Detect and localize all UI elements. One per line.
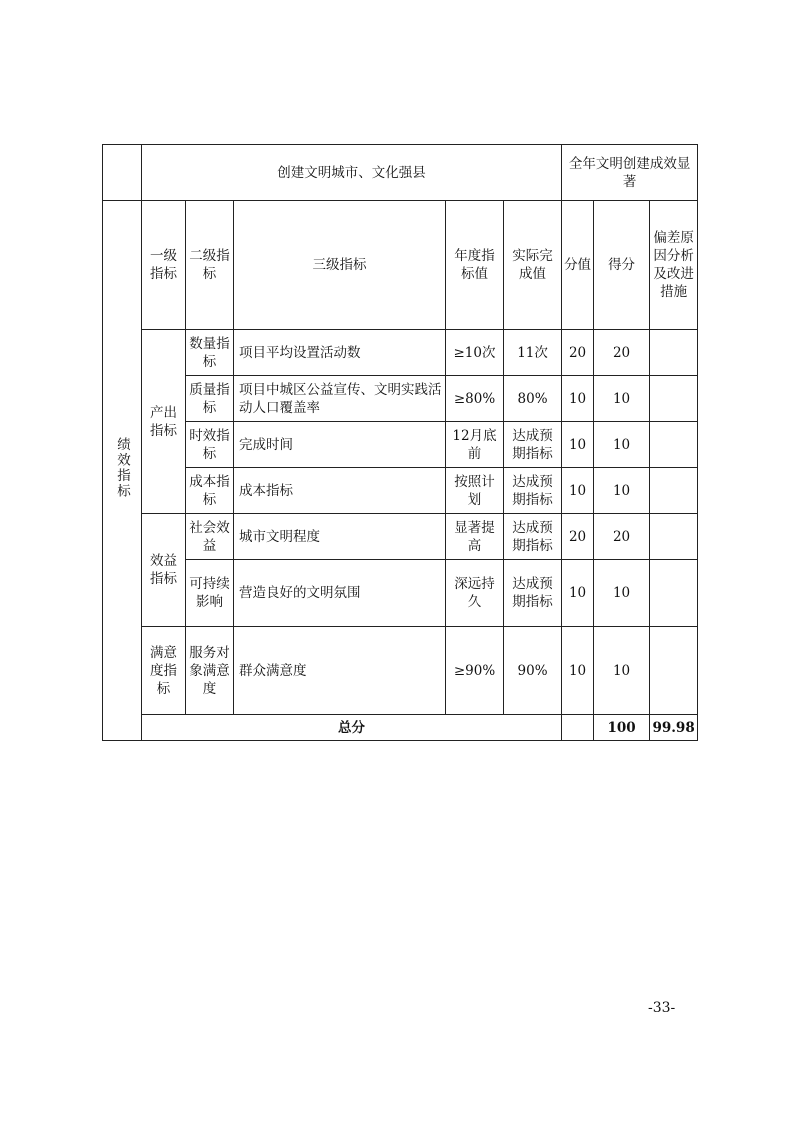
group-benefit: 效益指标 [142,514,186,627]
table-row [103,468,698,514]
row-level2: 成本指标 [186,468,234,514]
row-target: 12月底前 [446,422,504,468]
row-target: 显著提高 [446,514,504,560]
row-actual: 80% [504,376,562,422]
total-row [103,715,698,741]
row-score: 20 [594,514,650,560]
row-weight: 10 [562,468,594,514]
row-deviation [650,560,698,627]
row-target: ≥10次 [446,330,504,376]
row-score: 10 [594,422,650,468]
row-deviation [650,627,698,715]
goal-cell: 全年文明创建成效显著 [562,145,698,201]
group-output: 产出指标 [142,330,186,514]
table-row [103,627,698,715]
header-annual-target: 年度指标值 [446,201,504,330]
header-deviation: 偏差原因分析及改进措施 [650,201,698,330]
group-satisfaction: 满意度指标 [142,627,186,715]
table-row [103,376,698,422]
row-level3: 项目中城区公益宣传、文明实践活动人口覆盖率 [234,376,446,422]
empty-corner-cell [103,145,142,201]
row-level3: 成本指标 [234,468,446,514]
row-target: ≥90% [446,627,504,715]
row-deviation [650,468,698,514]
performance-table [102,144,698,741]
row-level2: 数量指标 [186,330,234,376]
header-level1: 一级指标 [142,201,186,330]
row-actual: 达成预期指标 [504,468,562,514]
row-actual: 11次 [504,330,562,376]
row-score: 10 [594,560,650,627]
row-target: 深远持久 [446,560,504,627]
row-score: 10 [594,376,650,422]
header-level2: 二级指标 [186,201,234,330]
row-actual: 达成预期指标 [504,514,562,560]
header-row [103,201,698,330]
row-score: 10 [594,627,650,715]
row-deviation [650,422,698,468]
table-row [103,330,698,376]
total-weight: 100 [594,715,650,741]
row-weight: 10 [562,627,594,715]
task-cell: 创建文明城市、文化强县 [142,145,562,201]
row-level3: 项目平均设置活动数 [234,330,446,376]
table-row [103,514,698,560]
table-row [103,422,698,468]
row-weight: 10 [562,560,594,627]
row-level3: 营造良好的文明氛围 [234,560,446,627]
task-row [103,145,698,201]
row-weight: 20 [562,330,594,376]
row-level2: 服务对象满意度 [186,627,234,715]
row-deviation [650,330,698,376]
row-target: ≥80% [446,376,504,422]
header-score: 得分 [594,201,650,330]
row-level2: 质量指标 [186,376,234,422]
row-weight: 10 [562,376,594,422]
row-actual: 达成预期指标 [504,560,562,627]
row-deviation [650,514,698,560]
row-deviation [650,376,698,422]
page-number: -33- [648,1000,676,1016]
row-level3: 城市文明程度 [234,514,446,560]
row-actual: 达成预期指标 [504,422,562,468]
total-actual-empty [562,715,594,741]
row-weight: 10 [562,422,594,468]
table-row [103,560,698,627]
header-level3: 三级指标 [234,201,446,330]
row-target: 按照计划 [446,468,504,514]
row-level3: 群众满意度 [234,627,446,715]
header-actual: 实际完成值 [504,201,562,330]
row-level3: 完成时间 [234,422,446,468]
row-score: 20 [594,330,650,376]
performance-label-cell [103,201,142,741]
header-weight: 分值 [562,201,594,330]
row-weight: 20 [562,514,594,560]
total-label: 总分 [142,715,562,741]
performance-label: 绩效指标 [114,437,130,499]
row-level2: 社会效益 [186,514,234,560]
row-level2: 可持续影响 [186,560,234,627]
row-score: 10 [594,468,650,514]
row-actual: 90% [504,627,562,715]
total-score: 99.98 [650,715,698,741]
row-level2: 时效指标 [186,422,234,468]
